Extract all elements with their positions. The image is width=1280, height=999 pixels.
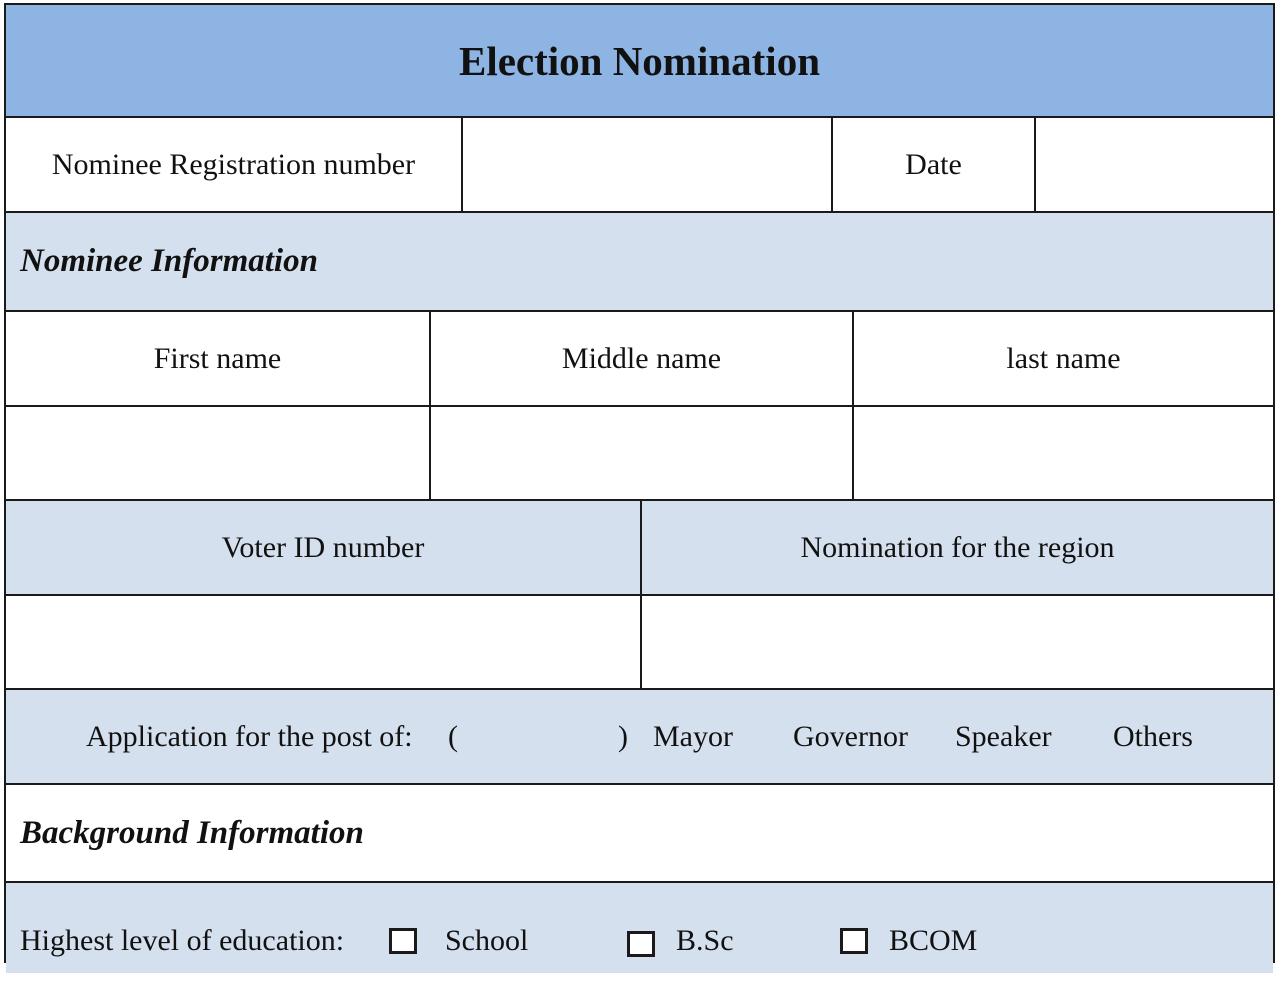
last-name-field[interactable] bbox=[852, 407, 1273, 499]
last-name-label: last name bbox=[852, 312, 1273, 405]
registration-number-field[interactable] bbox=[461, 118, 831, 211]
voter-id-field[interactable] bbox=[6, 596, 640, 688]
nominee-information-section bbox=[6, 213, 1273, 312]
post-option-mayor[interactable]: Mayor bbox=[653, 719, 733, 753]
bsc-checkbox[interactable] bbox=[627, 931, 655, 957]
voter-fields-row bbox=[6, 596, 1273, 690]
voter-labels-row bbox=[6, 501, 1273, 596]
post-application-row bbox=[6, 690, 1273, 785]
form-header bbox=[6, 5, 1273, 118]
post-open-paren: ( bbox=[448, 719, 458, 753]
registration-number-label: Nominee Registration number bbox=[51, 147, 416, 181]
bcom-option-label: BCOM bbox=[889, 924, 978, 957]
education-label: Highest level of education: bbox=[20, 924, 345, 957]
school-option-label: School bbox=[445, 924, 529, 957]
first-name-label: First name bbox=[153, 341, 282, 375]
region-field[interactable] bbox=[640, 596, 1273, 688]
bcom-checkbox[interactable] bbox=[840, 928, 868, 954]
post-option-speaker[interactable]: Speaker bbox=[955, 719, 1052, 753]
post-label: Application for the post of: bbox=[86, 719, 413, 753]
post-input-field[interactable] bbox=[468, 690, 616, 783]
nominee-information-heading: Nominee Information bbox=[20, 243, 318, 279]
post-option-governor[interactable]: Governor bbox=[793, 719, 908, 753]
election-nomination-form bbox=[4, 3, 1275, 963]
name-labels-row bbox=[6, 312, 1273, 407]
middle-name-label: Middle name bbox=[429, 312, 852, 405]
region-label: Nomination for the region bbox=[640, 501, 1273, 594]
school-checkbox[interactable] bbox=[389, 928, 417, 954]
post-close-paren: ) bbox=[618, 719, 628, 753]
background-information-section bbox=[6, 785, 1273, 883]
middle-name-field[interactable] bbox=[429, 407, 852, 499]
registration-row bbox=[6, 118, 1273, 213]
date-field[interactable] bbox=[1034, 118, 1273, 211]
form-title: Election Nomination bbox=[458, 37, 821, 84]
background-information-heading: Background Information bbox=[20, 814, 364, 851]
first-name-field[interactable] bbox=[6, 407, 429, 499]
bsc-option-label: B.Sc bbox=[676, 924, 734, 957]
date-label: Date bbox=[831, 118, 1034, 211]
voter-id-label: Voter ID number bbox=[221, 530, 425, 564]
post-option-others[interactable]: Others bbox=[1113, 719, 1193, 753]
name-fields-row bbox=[6, 407, 1273, 501]
